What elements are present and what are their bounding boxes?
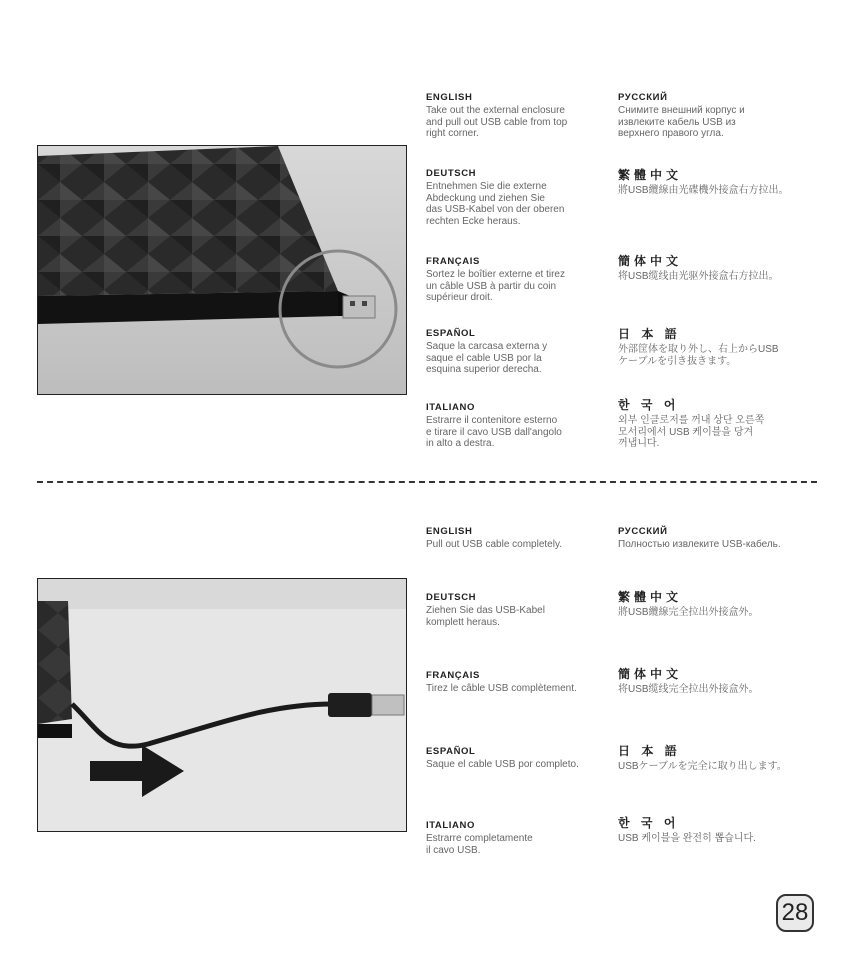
lang-text: 외부 인클로저를 꺼내 상단 오른쪽 모서리에서 USB 케이블을 당겨 꺼냅니다. — [618, 415, 765, 449]
lang-text: Pull out USB cable completely. — [426, 539, 562, 550]
lang-title: 日 本 語 — [618, 327, 681, 341]
lang-title: 繁體中文 — [618, 168, 683, 182]
usb-plug — [343, 296, 375, 318]
lang-block-russian — [618, 526, 818, 551]
lang-block-spanish — [426, 328, 611, 376]
lang-title: ENGLISH — [426, 526, 473, 537]
lang-text: 将USB缆线完全拉出外接盒外。 — [618, 684, 759, 695]
lang-title: DEUTSCH — [426, 592, 477, 603]
lang-title: 日 本 語 — [618, 744, 681, 758]
lang-text: Saque la carcasa externa y saque el cable USB por la esquina superior derecha. — [426, 341, 548, 375]
lang-block-russian — [618, 92, 803, 140]
lang-title: ITALIANO — [426, 820, 475, 831]
lang-block-simplified-chinese — [618, 665, 803, 696]
lang-text: Снимите внешний корпус и извлеките кабель USB из верхнего правого угла. — [618, 105, 745, 139]
photo-usb-cable-pulled — [37, 578, 407, 832]
dashed-divider — [37, 481, 817, 483]
lang-title: FRANÇAIS — [426, 670, 480, 681]
lang-title: ESPAÑOL — [426, 328, 476, 339]
lang-title: ESPAÑOL — [426, 746, 476, 757]
lang-text: USBケーブルを完全に取り出します。 — [618, 761, 787, 772]
photo-enclosure-usb-corner — [37, 145, 407, 395]
lang-block-italian — [426, 820, 611, 856]
lang-text: Sortez le boîtier externe et tirez un câble USB à partir du coin supérieur droit. — [426, 269, 565, 303]
lang-block-french — [426, 256, 611, 304]
lang-block-german — [426, 168, 611, 227]
lang-block-french — [426, 670, 611, 695]
lang-title: 簡体中文 — [618, 667, 683, 681]
lang-text: USB 케이블을 완전히 뽑습니다. — [618, 833, 756, 844]
enclosure-edge — [38, 601, 72, 724]
lang-block-english — [426, 92, 611, 140]
lang-text: 將USB纜線由光碟機外接盒右方拉出。 — [618, 185, 789, 196]
lang-block-english — [426, 526, 611, 551]
lang-title: 한 국 어 — [618, 398, 680, 412]
lang-title: ITALIANO — [426, 402, 475, 413]
usb-plug-housing — [328, 693, 372, 717]
usb-plug — [372, 695, 404, 715]
lang-text: Tirez le câble USB complètement. — [426, 683, 577, 694]
lang-title: FRANÇAIS — [426, 256, 480, 267]
lang-title: РУССКИЙ — [618, 526, 668, 537]
lang-block-japanese — [618, 742, 818, 773]
lang-text: Estrarre il contenitore esterno e tirare il cavo USB dall'angolo in alto a destra. — [426, 415, 562, 449]
lang-title: 簡体中文 — [618, 254, 683, 268]
lang-text: Take out the external enclosure and pull out USB cable from top right corner. — [426, 105, 568, 139]
enclosure-illustration — [38, 146, 407, 395]
cable-illustration — [38, 579, 407, 832]
lang-text: 將USB纜線完全拉出外接盒外。 — [618, 607, 759, 618]
lang-block-traditional-chinese — [618, 588, 803, 619]
lang-title: DEUTSCH — [426, 168, 477, 179]
lang-block-traditional-chinese — [618, 166, 803, 197]
lang-text: Saque el cable USB por completo. — [426, 759, 579, 770]
page-number: 28 — [776, 894, 814, 932]
lang-title: ENGLISH — [426, 92, 473, 103]
lang-title: 繁體中文 — [618, 590, 683, 604]
lang-block-korean — [618, 814, 803, 845]
lang-text: Полностью извлеките USB-кабель. — [618, 539, 781, 550]
lang-block-korean — [618, 396, 803, 450]
lang-block-german — [426, 592, 611, 628]
lang-text: Entnehmen Sie die externe Abdeckung und ziehen Sie das USB-Kabel von der oberen rechten Ecke heraus. — [426, 181, 565, 227]
lang-block-italian — [426, 402, 611, 450]
lang-text: 外部筐体を取り外し、右上からUSB ケーブルを引き抜きます。 — [618, 344, 779, 367]
lang-block-japanese — [618, 325, 803, 367]
lang-text: 将USB缆线由光驱外接盒右方拉出。 — [618, 271, 779, 282]
lang-block-spanish — [426, 746, 611, 771]
lang-block-simplified-chinese — [618, 252, 803, 283]
lang-text: Estrarre completamente il cavo USB. — [426, 833, 533, 856]
lang-title: РУССКИЙ — [618, 92, 668, 103]
lang-text: Ziehen Sie das USB-Kabel komplett heraus. — [426, 605, 545, 628]
lang-title: 한 국 어 — [618, 816, 680, 830]
